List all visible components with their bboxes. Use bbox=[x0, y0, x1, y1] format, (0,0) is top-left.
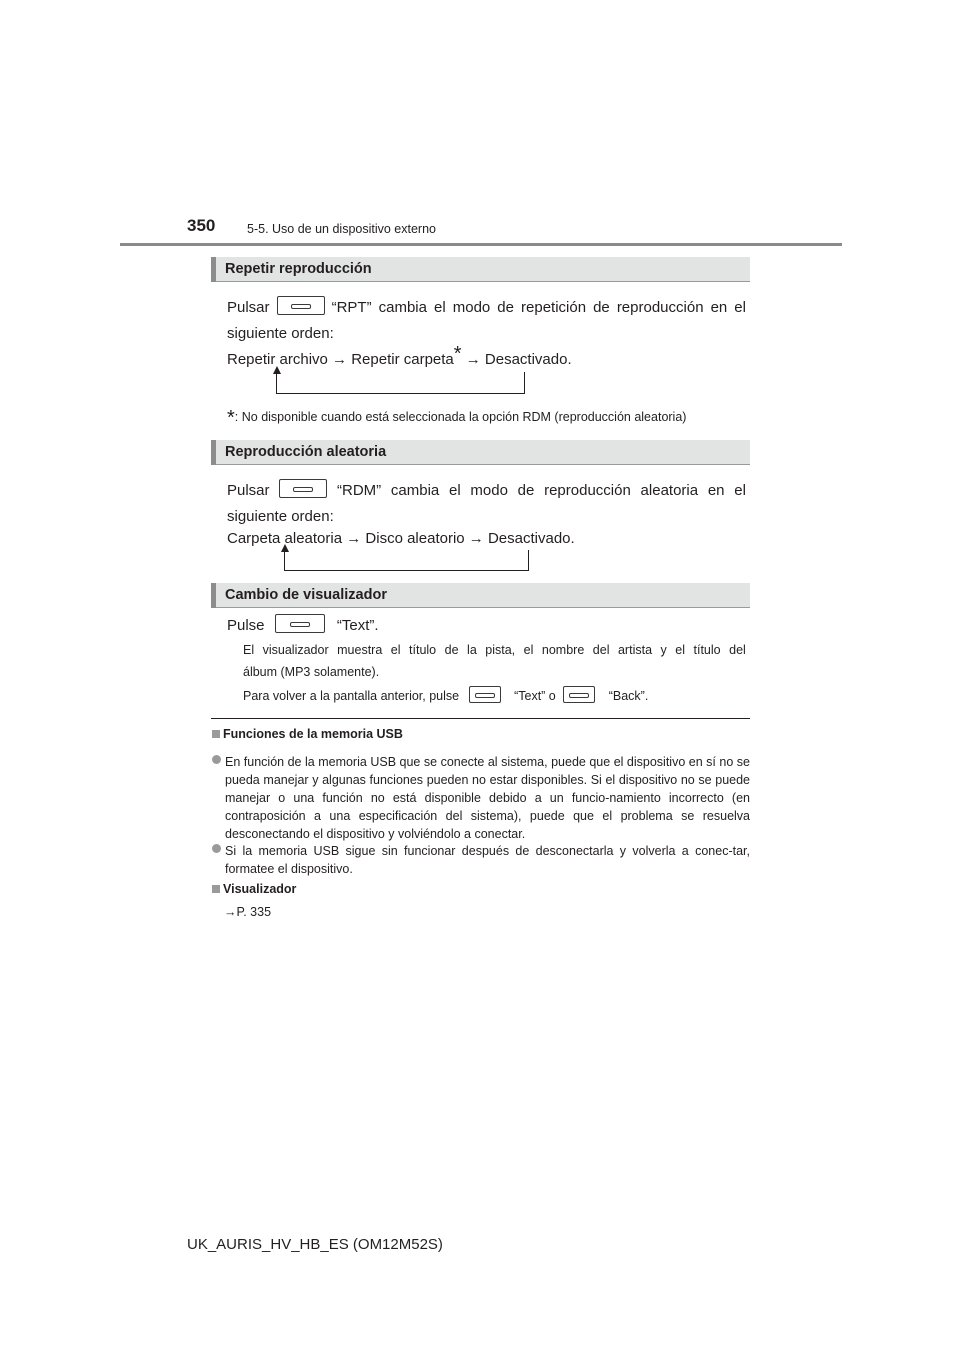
arrow-up-icon bbox=[273, 366, 281, 374]
repeat-heading: Repetir reproducción bbox=[225, 261, 372, 277]
rpt-button-icon bbox=[277, 296, 325, 315]
random-sequence: Carpeta aleatoria → Disco aleatorio → Desactivado. bbox=[227, 530, 575, 547]
rdm-button-icon bbox=[279, 479, 327, 498]
round-bullet-icon bbox=[212, 844, 221, 853]
back-button-small-icon bbox=[563, 686, 595, 703]
square-bullet-icon bbox=[212, 730, 220, 738]
header-divider bbox=[120, 243, 842, 246]
repeat-line-2: siguiente orden: bbox=[227, 325, 334, 342]
usb-notes-heading: Funciones de la memoria USB bbox=[212, 727, 403, 741]
display-heading-bar bbox=[211, 583, 750, 608]
usb-note-1: En función de la memoria USB que se conecte al sistema, puede que el dispositivo en sí no se pueda manejar y algunas funciones pueden no estar disponibles. Si el dispositivo no se puede manejar o una función no está disponible debido a un funcio-namiento incorrecto (en contraposición a una especificación del sistema), puede que el problema se resuelva desconectando el dispositivo y volviéndolo a conectar. bbox=[212, 753, 750, 843]
display-desc-line-2: álbum (MP3 solamente). bbox=[243, 665, 380, 679]
display-instruction: Pulse “Text”. bbox=[227, 614, 379, 638]
text-button-small-icon bbox=[469, 686, 501, 703]
square-bullet-icon bbox=[212, 885, 220, 893]
usb-note-2: Si la memoria USB sigue sin funcionar después de desconectarla y volverla a conec-tar, formatee el dispositivo. bbox=[212, 842, 750, 878]
random-line-2: siguiente orden: bbox=[227, 508, 334, 525]
text-button-icon bbox=[275, 614, 325, 633]
random-heading: Reproducción aleatoria bbox=[225, 444, 387, 460]
random-cycle-arrow bbox=[284, 550, 529, 571]
page-number: 350 bbox=[187, 216, 216, 235]
display-desc-line-1: El visualizador muestra el título de la pista, el nombre del artista y el título del bbox=[243, 643, 746, 657]
arrow-up-icon bbox=[281, 544, 289, 552]
random-heading-bar bbox=[211, 440, 750, 465]
repeat-footnote: *: No disponible cuando está seleccionada la opción RDM (reproducción aleatoria) bbox=[227, 407, 687, 429]
repeat-sequence: Repetir archivo → Repetir carpeta* → Desactivado. bbox=[227, 343, 572, 368]
repeat-instruction bbox=[227, 296, 746, 372]
display-notes-heading: Visualizador bbox=[212, 882, 296, 896]
document-code: UK_AURIS_HV_HB_ES (OM12M52S) bbox=[187, 1236, 443, 1253]
repeat-heading-bar bbox=[211, 257, 750, 282]
round-bullet-icon bbox=[212, 755, 221, 764]
repeat-cycle-arrow bbox=[276, 372, 525, 394]
random-instruction bbox=[227, 479, 746, 551]
repeat-line-1: Pulsar “RPT” cambia el modo de repetición de reproducción en el bbox=[227, 296, 746, 320]
display-description bbox=[243, 640, 746, 706]
display-page-reference[interactable]: →P. 335 bbox=[224, 905, 272, 919]
section-title: 5-5. Uso de un dispositivo externo bbox=[247, 222, 436, 236]
random-line-1: Pulsar “RDM” cambia el modo de reproducción aleatoria en el bbox=[227, 479, 746, 503]
display-back-line: Para volver a la pantalla anterior, pulse “Text” o “Back”. bbox=[243, 686, 746, 706]
notes-divider bbox=[211, 718, 750, 719]
display-heading: Cambio de visualizador bbox=[225, 587, 387, 603]
